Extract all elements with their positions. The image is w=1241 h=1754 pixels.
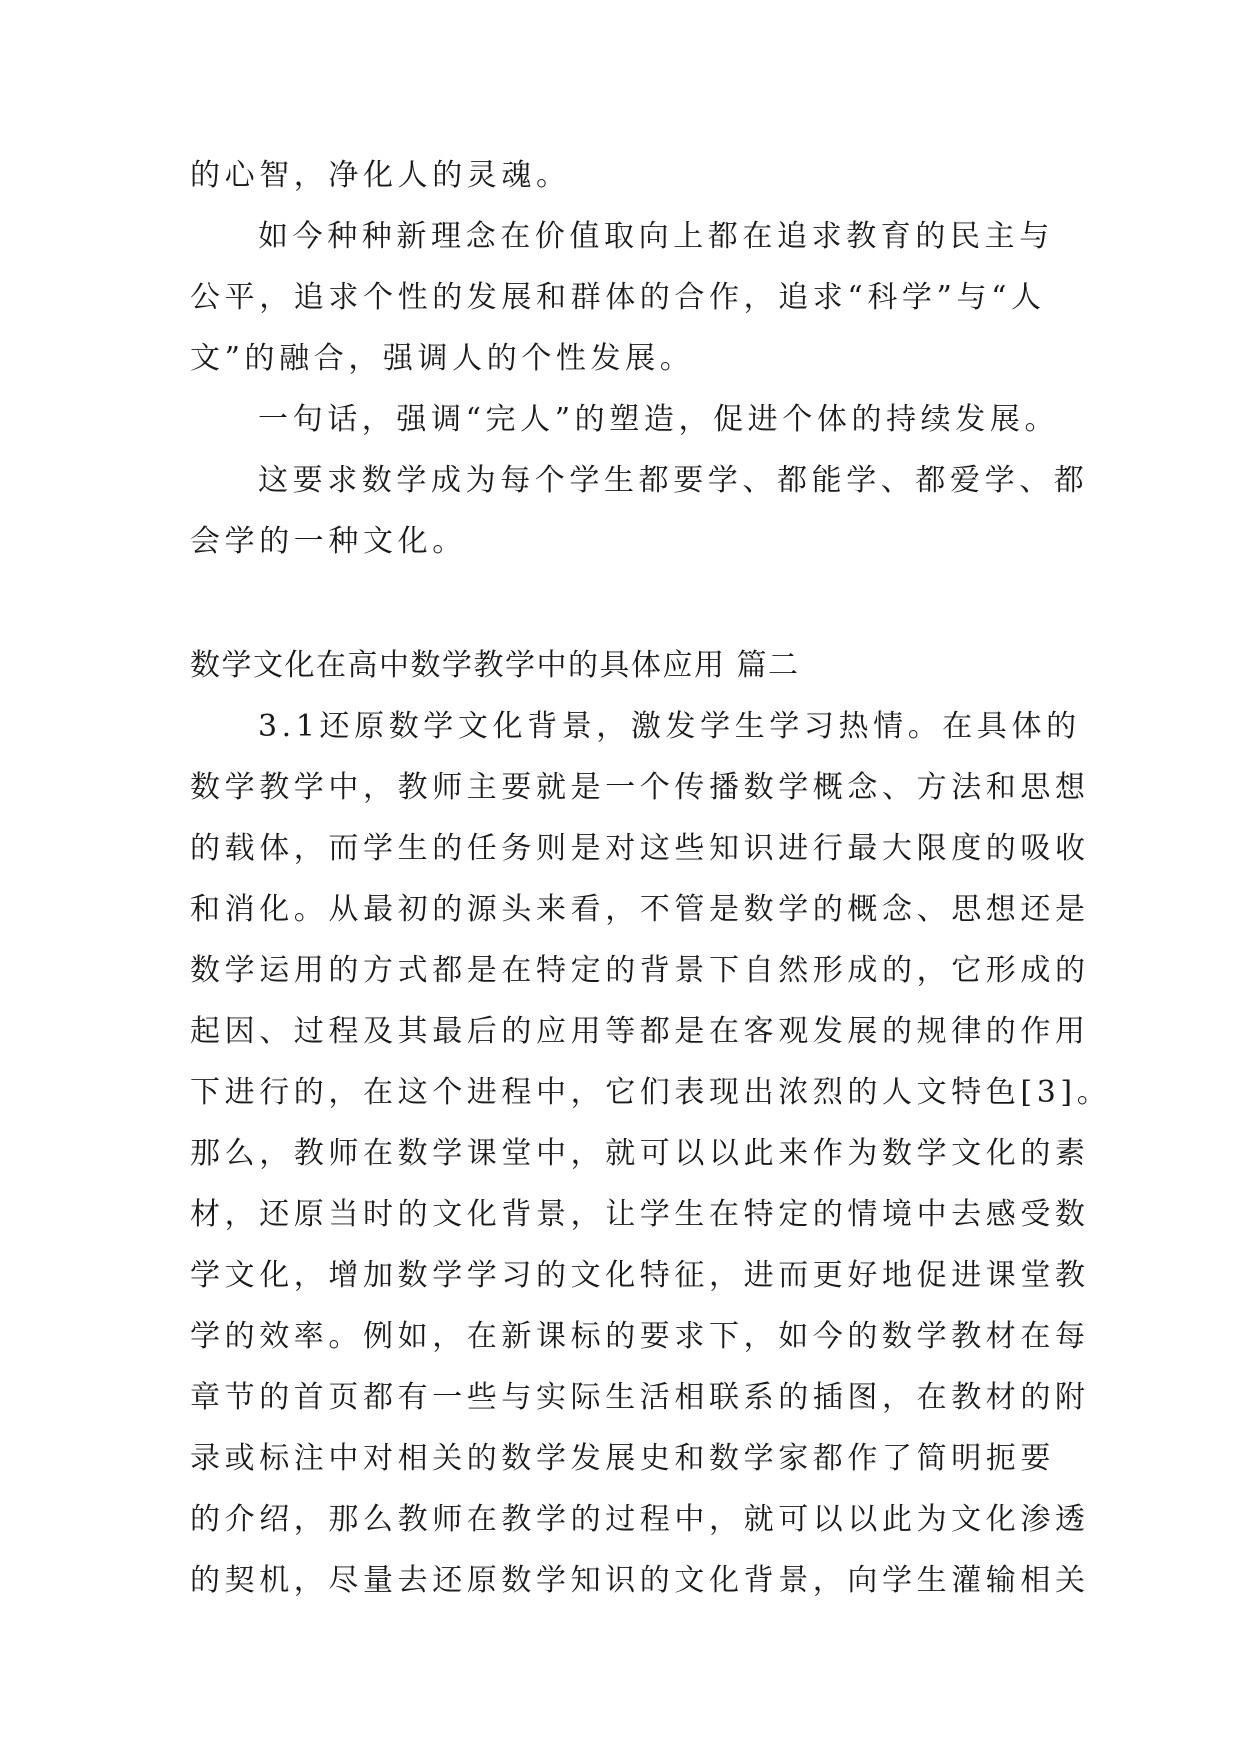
paragraph-line: 公平，追求个性的发展和群体的合作，追求“科学”与“人 (190, 280, 1046, 315)
document-page (190, 145, 1112, 1611)
paragraph-line: 录或标注中对相关的数学发展史和数学家都作了简明扼要 (190, 1441, 1055, 1476)
paragraph-line: 起因、过程及其最后的应用等都是在客观发展的规律的作用 (190, 1014, 1090, 1049)
paragraph-line: 数学运用的方式都是在特定的背景下自然形成的，它形成的 (190, 953, 1090, 988)
paragraph-line: 文”的融合，强调人的个性发展。 (190, 341, 695, 376)
paragraph-line: 的心智，净化人的灵魂。 (190, 158, 571, 193)
paragraph-line: 这要求数学成为每个学生都要学、都能学、都爱学、都 (258, 463, 1089, 498)
paragraph-line: 一句话，强调“完人”的塑造，促进个体的持续发展。 (258, 402, 1060, 437)
paragraph-line: 学的效率。例如，在新课标的要求下，如今的数学教材在每 (190, 1319, 1090, 1354)
paragraph-line: 的载体，而学生的任务则是对这些知识进行最大限度的吸收 (190, 831, 1090, 866)
paragraph-line: 数学教学中，教师主要就是一个传播数学概念、方法和思想 (190, 770, 1090, 805)
paragraph-line: 3.1还原数学文化背景，激发学生学习热情。在具体的 (258, 709, 1081, 744)
paragraph-line: 学文化，增加数学学习的文化特征，进而更好地促进课堂教 (190, 1258, 1090, 1293)
paragraph-line: 章节的首页都有一些与实际生活相联系的插图，在教材的附 (190, 1380, 1090, 1415)
paragraph-line: 下进行的，在这个进程中，它们表现出浓烈的人文特色[3]。 (190, 1075, 1112, 1110)
paragraph-line: 那么，教师在数学课堂中，就可以以此来作为数学文化的素 (190, 1136, 1090, 1171)
paragraph-line: 的介绍，那么教师在教学的过程中，就可以以此为文化渗透 (190, 1502, 1090, 1537)
section-gap (190, 572, 1050, 635)
paragraph-line: 的契机，尽量去还原数学知识的文化背景，向学生灌输相关 (190, 1563, 1090, 1598)
paragraph-line: 会学的一种文化。 (190, 524, 467, 559)
paragraph-line: 和消化。从最初的源头来看，不管是数学的概念、思想还是 (190, 892, 1090, 927)
paragraph-line: 如今种种新理念在价值取向上都在追求教育的民主与 (258, 219, 1054, 254)
section-heading: 数学文化在高中数学教学中的具体应用 篇二 (190, 648, 800, 683)
paragraph-line: 材，还原当时的文化背景，让学生在特定的情境中去感受数 (190, 1197, 1090, 1232)
